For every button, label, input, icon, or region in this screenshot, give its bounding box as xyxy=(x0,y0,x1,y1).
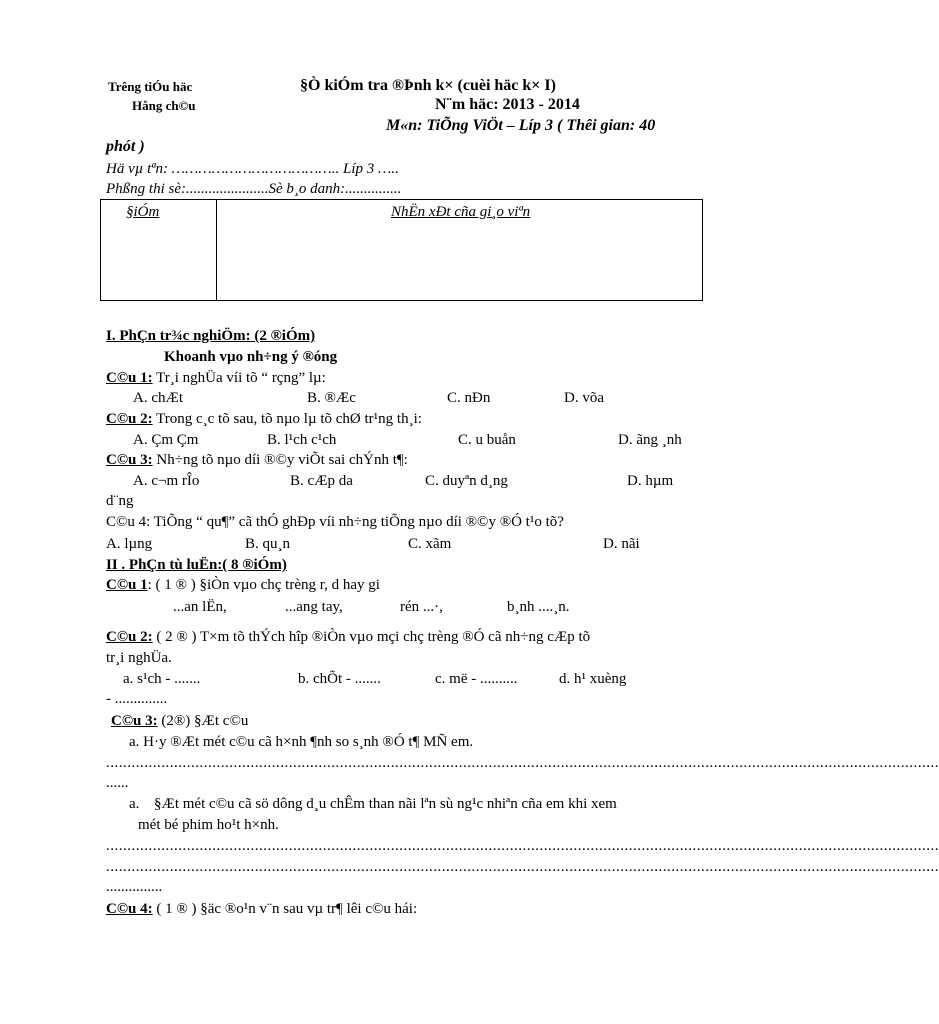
eq3-part-a: a. H·y ®Æt mét c©u cã h×nh ¶nh so s¸nh ®Ó t¶ MÑ em. xyxy=(129,734,474,750)
eq2-item-d: d. h¹ xuèng xyxy=(559,671,627,687)
exam-duration: phót ) xyxy=(106,138,145,155)
essay-question-4-text: ( 1 ® ) §äc ®o¹n v¨n sau vµ tr¶ lêi c©u hái: xyxy=(152,901,418,917)
exam-title: §Ò kiÓm tra ®Þnh k× (cuèi häc k× I) xyxy=(300,77,556,94)
essay-question-2-label: C©u 2: xyxy=(106,629,153,645)
question-4: C©u 4: TiÕng “ qu¶” cã thÓ ghÐp víi nh÷ng tiÕng nµo díi ®©y ®Ó t¹o tõ? xyxy=(106,514,564,530)
question-1-label: C©u 1: xyxy=(106,370,153,386)
answer-line[interactable]: .................................................................................................................................................................................................... xyxy=(106,859,939,875)
question-3-label: C©u 3: xyxy=(106,452,153,468)
part2-heading: II . PhÇn tù luËn:( 8 ®iÓm) xyxy=(106,557,287,573)
essay-question-2-text: ( 2 ® ) T×m tõ thÝch hîp ®iÒn vµo mçi chç trèng ®Ó cã nh÷ng cÆp tõ xyxy=(152,629,591,645)
essay-question-4 xyxy=(106,900,417,918)
q4-option-b[interactable]: B. qu¸n xyxy=(245,536,290,552)
q2-option-a[interactable]: A. Çm Çm xyxy=(133,432,199,448)
q4-option-a[interactable]: A. lµng xyxy=(106,536,153,552)
eq2-blank-a[interactable]: a. s¹ch - ....... xyxy=(123,671,201,687)
essay-question-3-label: C©u 3: xyxy=(111,713,158,729)
essay-question-3-text: (2®) §Æt c©u xyxy=(157,713,249,729)
eq3-part-b-line1: §Æt mét c©u cã sö dông d¸u chÊm than nãi lªn sù ng¹c nhiªn cña em khi xem xyxy=(154,796,617,812)
eq2-blank-b[interactable]: b. chÕt - ....... xyxy=(298,671,381,687)
score-box xyxy=(100,199,703,301)
q1-option-c[interactable]: C. nÐn xyxy=(447,390,491,406)
q3-option-c[interactable]: C. duyªn d¸ng xyxy=(425,473,508,489)
eq1-blank-2[interactable]: ...ang tay, xyxy=(285,599,343,615)
answer-line[interactable]: .................................................................................................................................................................................................... xyxy=(106,755,939,771)
school-year: N¨m häc: 2013 - 2014 xyxy=(435,96,580,113)
answer-line-tail[interactable]: ...... xyxy=(106,775,129,791)
score-label: §iÓm xyxy=(126,204,160,220)
essay-question-2 xyxy=(106,628,590,646)
essay-question-3 xyxy=(111,712,248,730)
score-box-divider xyxy=(216,200,217,300)
part1-instruction: Khoanh vµo nh÷ng ý ®óng xyxy=(164,349,338,365)
essay-question-1-label: C©u 1 xyxy=(106,577,148,593)
q1-option-a[interactable]: A. chÆt xyxy=(133,390,183,406)
q3-option-b[interactable]: B. cÆp da xyxy=(290,473,353,489)
eq3-part-b-marker: a. xyxy=(129,796,140,812)
eq1-blank-3[interactable]: rén ...·, xyxy=(400,599,443,615)
essay-question-1 xyxy=(106,576,380,594)
eq2-blank-c[interactable]: c. më - .......... xyxy=(435,671,518,687)
q3-option-d[interactable]: D. hµm xyxy=(627,473,674,489)
answer-line[interactable]: .................................................................................................................................................................................................... xyxy=(106,838,939,854)
q2-option-b[interactable]: B. l¹ch c¹ch xyxy=(267,432,337,448)
q3-option-a[interactable]: A. c¬m rÎo xyxy=(133,473,200,489)
q4-option-c[interactable]: C. xãm xyxy=(408,536,452,552)
q1-option-d[interactable]: D. võa xyxy=(564,390,604,406)
q3-option-d-continued: d¨ng xyxy=(106,493,134,509)
eq2-blank-d[interactable]: - .............. xyxy=(106,691,168,707)
teacher-comment-label: NhËn xÐt cña gi¸o viªn xyxy=(391,204,531,220)
essay-question-1-text: : ( 1 ® ) §iÒn vµo chç trèng r, d hay gi xyxy=(147,577,380,593)
essay-question-2-continued: tr¸i nghÜa. xyxy=(106,650,172,666)
school-name: Trêng tiÓu häc xyxy=(108,79,193,94)
part1-heading: I. PhÇn tr¾c nghiÖm: (2 ®iÓm) xyxy=(106,328,316,344)
school-location: Hång ch©u xyxy=(132,98,196,113)
question-2 xyxy=(106,410,422,428)
question-2-label: C©u 2: xyxy=(106,411,153,427)
question-2-text: Trong c¸c tõ sau, tõ nµo lµ tõ chØ tr¹ng th¸i: xyxy=(152,411,422,427)
question-3 xyxy=(106,451,408,469)
eq1-blank-1[interactable]: ...an lËn, xyxy=(173,599,227,615)
q2-option-d[interactable]: D. ãng ¸nh xyxy=(618,432,682,448)
q2-option-c[interactable]: C. u buån xyxy=(458,432,516,448)
exam-room-line: Phßng thi sè:......................Sè b¸o danh:............... xyxy=(106,181,402,197)
q1-option-b[interactable]: B. ®Æc xyxy=(307,390,356,406)
question-1-text: Tr¸i nghÜa víi tõ “ rçng” lµ: xyxy=(152,370,326,386)
essay-question-4-label: C©u 4: xyxy=(106,901,153,917)
question-1 xyxy=(106,369,326,387)
exam-subject: M«n: TiÕng ViÖt – Líp 3 ( Thêi gian: 40 xyxy=(386,117,656,134)
answer-line-tail[interactable]: ............... xyxy=(106,879,163,895)
eq3-part-b-line2: mét bé phim ho¹t h×nh. xyxy=(138,817,279,833)
q4-option-d[interactable]: D. nãi xyxy=(603,536,640,552)
eq1-blank-4[interactable]: b¸nh ....¸n. xyxy=(507,599,570,615)
question-3-text: Nh÷ng tõ nµo díi ®©y viÕt sai chÝnh t¶: xyxy=(152,452,408,468)
student-name-line: Hä vµ tªn: ……………………………….. Líp 3 ….. xyxy=(106,161,399,177)
